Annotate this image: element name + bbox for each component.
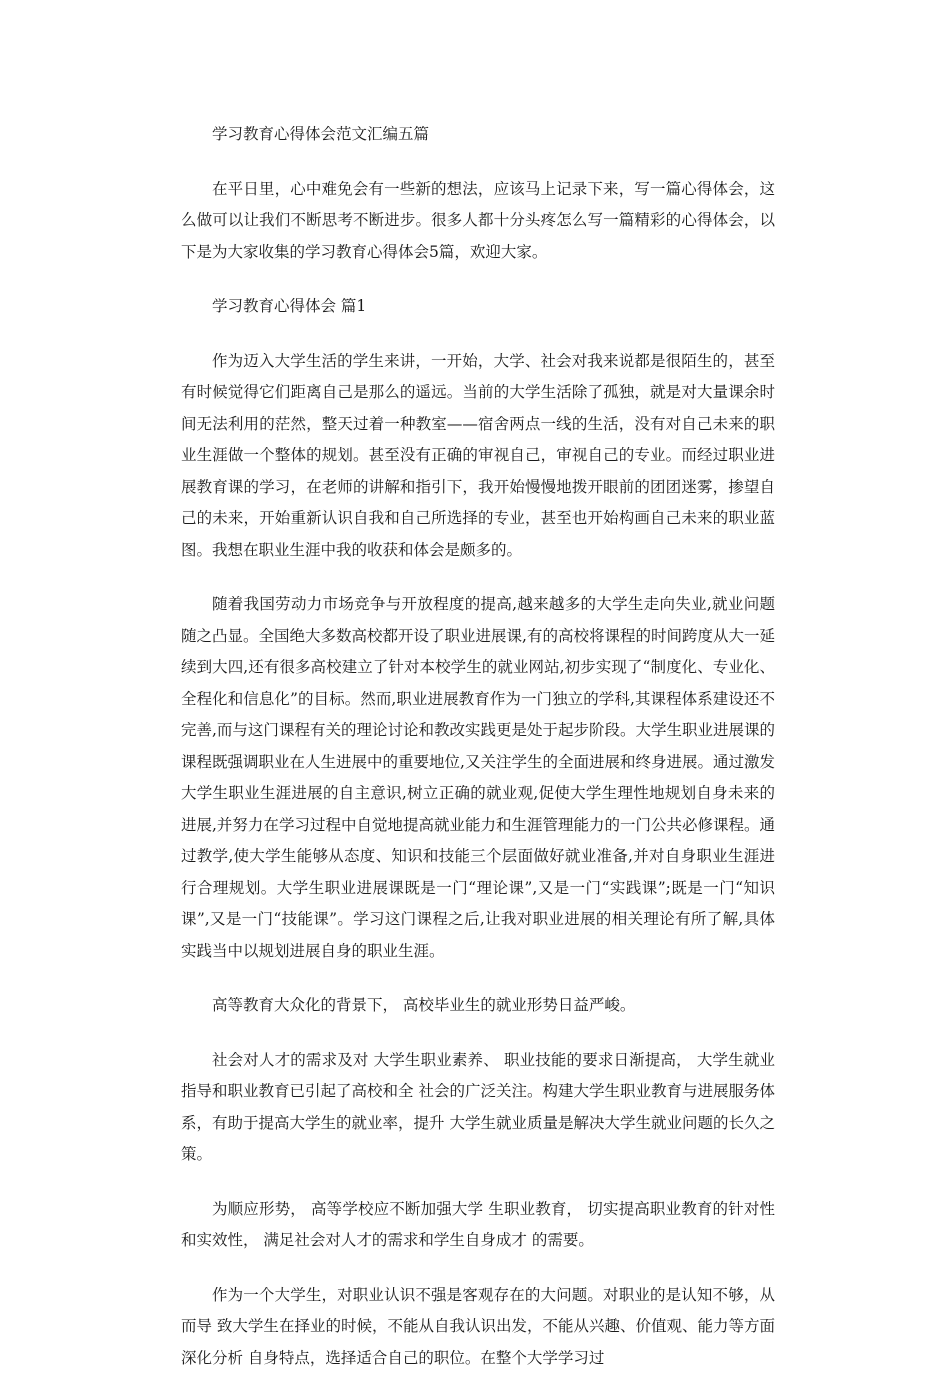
body-paragraph: 为顺应形势， 高等学校应不断加强大学 生职业教育， 切实提高职业教育的针对性和实效性， 满足社会对人才的需求和学生自身成才 的需要。	[181, 1199, 775, 1249]
body-paragraph: 作为一个大学生，对职业认识不强是客观存在的大问题。对职业的是认知不够，从而导 致大学生在择业的时候，不能从自我认识出发，不能从兴趣、价值观、能力等方面深化分析 自身特点，选择适合自己的职位。在整个大学学习过	[181, 1285, 775, 1367]
body-paragraph: 作为迈入大学生活的学生来讲，一开始，大学、社会对我来说都是很陌生的，甚至有时候觉得它们距离自己是那么的遥远。当前的大学生活除了孤独，就是对大量课余时间无法利用的茫然，整天过着一种教室——宿舍两点一线的生活，没有对自己未来的职业生涯做一个整体的规划。甚至没有正确的审视自己，审视自己的专业。而经过职业进展教育课的学习，在老师的讲解和指引下，我开始慢慢地拨开眼前的团团迷雾，掺望自己的未来，开始重新认识自我和自己所选择的专业，甚至也开始构画自己未来的职业蓝图。我想在职业生涯中我的收获和体会是颇多的。	[181, 351, 775, 559]
body-paragraph: 社会对人才的需求及对 大学生职业素养、 职业技能的要求日渐提高， 大学生就业指导和职业教育已引起了高校和全 社会的广泛关注。构建大学生职业教育与进展服务体系，有助于提高大学生的就业率，提升 大学生就业质量是解决大学生就业问题的长久之策。	[181, 1050, 775, 1163]
document-body	[181, 119, 775, 1397]
body-paragraph: 随着我国劳动力市场竞争与开放程度的提高,越来越多的大学生走向失业,就业问题随之凸显。全国绝大多数高校都开设了职业进展课,有的高校将课程的时间跨度从大一延续到大四,还有很多高校建立了针对本校学生的就业网站,初步实现了“制度化、专业化、全程化和信息化”的目标。然而,职业进展教育作为一门独立的学科,其课程体系建设还不完善,而与这门课程有关的理论讨论和教改实践更是处于起步阶段。大学生职业进展课的课程既强调职业在人生进展中的重要地位,又关注学生的全面进展和终身进展。通过激发大学生职业生涯进展的自主意识,树立正确的就业观,促使大学生理性地规划自身未来的进展,并努力在学习过程中自觉地提高就业能力和生涯管理能力的一门公共必修课程。通过教学,使大学生能够从态度、知识和技能三个层面做好就业准备,并对自身职业生涯进行合理规划。大学生职业进展课既是一门“理论课”,又是一门“实践课”;既是一门“知识课”,又是一门“技能课”。学习这门课程之后,让我对职业进展的相关理论有所了解,具体实践当中以规划进展自身的职业生涯。	[181, 595, 775, 960]
document-title: 学习教育心得体会范文汇编五篇	[212, 125, 430, 143]
section-heading: 学习教育心得体会 篇1	[212, 297, 367, 315]
body-paragraph: 高等教育大众化的背景下， 高校毕业生的就业形势日益严峻。	[212, 996, 636, 1014]
intro-paragraph: 在平日里，心中难免会有一些新的想法，应该马上记录下来，写一篇心得体会，这么做可以让我们不断思考不断进步。很多人都十分头疼怎么写一篇精彩的心得体会，以下是为大家收集的学习教育心得体会5篇，欢迎大家。	[181, 179, 775, 261]
